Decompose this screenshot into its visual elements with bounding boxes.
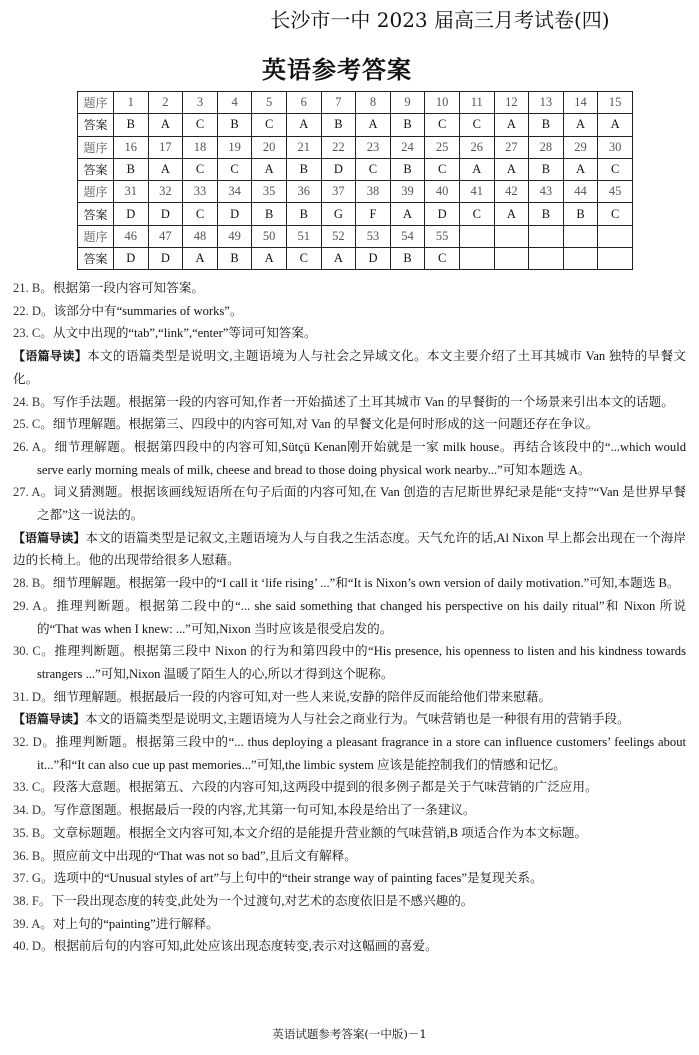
answer-cell: A bbox=[183, 248, 218, 270]
question-cell: 32 bbox=[148, 181, 183, 203]
answer-cell: B bbox=[286, 203, 321, 225]
question-cell: 51 bbox=[286, 225, 321, 247]
question-cell: 53 bbox=[356, 225, 391, 247]
answer-cell: B bbox=[321, 114, 356, 136]
answer-label: 35. B。 bbox=[13, 825, 53, 840]
answer-cell: B bbox=[390, 114, 425, 136]
explanation-text: 细节理解题。根据第四段中的内容可知,Sütçü Kenan刚开始就是一家 milk house。再结合该段中的“...which would serve early morning meals of milk, cheese and bread to those doing physical work nearby...”可知本题选 A。 bbox=[37, 439, 686, 477]
answer-cell: D bbox=[114, 248, 149, 270]
answer-explanation bbox=[13, 845, 686, 868]
answer-cell: A bbox=[148, 158, 183, 180]
question-cell: 16 bbox=[114, 136, 149, 158]
answer-label: 34. D。 bbox=[13, 803, 54, 818]
question-cell: 22 bbox=[321, 136, 356, 158]
question-cell bbox=[598, 225, 633, 247]
answer-label: 32. D。 bbox=[13, 735, 56, 750]
question-cell: 8 bbox=[356, 92, 391, 114]
explanation-text: 段落大意题。根据第五、六段的内容可知,这两段中提到的很多例子都是关于气味营销的广泛应用。 bbox=[52, 780, 598, 795]
question-cell: 49 bbox=[217, 225, 252, 247]
answer-label: 23. C。 bbox=[13, 326, 53, 341]
explanation-text: 本文的语篇类型是说明文,主题语境为人与社会之异域文化。本文主要介绍了土耳其城市 Van 独特的早餐文化。 bbox=[13, 349, 686, 386]
explanation-text: 写作意图题。根据最后一段的内容,尤其第一句可知,本段是给出了一条建议。 bbox=[53, 803, 476, 818]
question-cell: 21 bbox=[286, 136, 321, 158]
question-cell: 23 bbox=[356, 136, 391, 158]
explanation-text: 文章标题题。根据全文内容可知,本文介绍的是能提升营业额的气味营销,B 项适合作为本文标题。 bbox=[52, 825, 588, 840]
answer-cell: C bbox=[183, 158, 218, 180]
answer-cell: A bbox=[356, 114, 391, 136]
answer-cell: A bbox=[494, 158, 529, 180]
answer-cell: B bbox=[114, 114, 149, 136]
answer-row-label: 答案 bbox=[78, 114, 114, 136]
answer-explanation bbox=[13, 413, 686, 436]
answer-cell: B bbox=[114, 158, 149, 180]
question-row bbox=[78, 181, 633, 203]
question-cell: 39 bbox=[390, 181, 425, 203]
question-cell: 12 bbox=[494, 92, 529, 114]
question-cell: 17 bbox=[148, 136, 183, 158]
question-cell: 7 bbox=[321, 92, 356, 114]
answer-explanation bbox=[13, 481, 686, 526]
question-cell: 42 bbox=[494, 181, 529, 203]
answer-cell: C bbox=[598, 158, 633, 180]
question-cell: 40 bbox=[425, 181, 460, 203]
answer-cell bbox=[494, 248, 529, 270]
question-cell: 1 bbox=[114, 92, 149, 114]
answer-cell: C bbox=[356, 158, 391, 180]
answer-explanation bbox=[13, 731, 686, 776]
answer-cell: C bbox=[217, 158, 252, 180]
question-cell bbox=[563, 225, 598, 247]
question-cell: 18 bbox=[183, 136, 218, 158]
explanation-text: 根据前后句的内容可知,此处应该出现态度转变,表示对这幅画的喜爱。 bbox=[53, 939, 438, 954]
answer-explanation bbox=[13, 391, 686, 414]
question-cell: 54 bbox=[390, 225, 425, 247]
answer-label: 22. D。 bbox=[13, 303, 54, 318]
question-cell: 35 bbox=[252, 181, 287, 203]
answer-cell: C bbox=[459, 114, 494, 136]
passage-guide bbox=[13, 527, 686, 572]
answer-cell: G bbox=[321, 203, 356, 225]
answer-cell: C bbox=[459, 203, 494, 225]
answer-label: 40. D。 bbox=[13, 939, 54, 954]
explanation-text: 推理判断题。根据第二段中的“... she said something that changed his perspective on his daily ritual”和 Nixon 所说的“That was when I knew: ...”可知,Nixon 当时应该是很受启发的。 bbox=[37, 598, 687, 636]
explanation-text: 对上句的“painting”进行解释。 bbox=[52, 916, 219, 931]
answer-label: 38. F。 bbox=[13, 893, 52, 908]
answer-cell: D bbox=[321, 158, 356, 180]
explanation-text: 从文中出现的“tab”,“link”,“enter”等词可知答案。 bbox=[52, 326, 317, 341]
question-cell: 37 bbox=[321, 181, 356, 203]
answer-cell: B bbox=[563, 203, 598, 225]
explanations-list bbox=[13, 277, 686, 958]
answer-explanation bbox=[13, 640, 686, 685]
answer-row bbox=[78, 248, 633, 270]
answer-cell: B bbox=[217, 248, 252, 270]
answer-explanation bbox=[13, 913, 686, 936]
answer-cell: C bbox=[425, 248, 460, 270]
explanation-text: 下一段出现态度的转变,此处为一个过渡句,对艺术的态度依旧是不感兴趣的。 bbox=[51, 893, 474, 908]
question-cell: 2 bbox=[148, 92, 183, 114]
question-row bbox=[78, 92, 633, 114]
question-cell: 15 bbox=[598, 92, 633, 114]
explanation-text: 选项中的“Unusual styles of art”与上句中的“their strange way of painting faces”是复现关系。 bbox=[53, 871, 543, 886]
explanation-text: 推理判断题。根据第三段中 Nixon 的行为和第四段中的“His presence, his openness to listen and his kindness towards strangers ...”可知,Nixon 温暖了陌生人的心,所以才得到这个昵称。 bbox=[37, 644, 686, 681]
question-cell: 52 bbox=[321, 225, 356, 247]
answer-label: 21. B。 bbox=[13, 281, 53, 295]
answer-explanation bbox=[13, 686, 686, 709]
answer-cell: A bbox=[321, 248, 356, 270]
question-cell: 55 bbox=[425, 225, 460, 247]
answer-explanation bbox=[13, 277, 686, 300]
question-cell: 44 bbox=[563, 181, 598, 203]
answer-label: 29. A。 bbox=[13, 598, 57, 613]
explanation-text: 细节理解题。根据最后一段的内容可知,对一些人来说,安静的陪伴反而能给他们带来慰藉。 bbox=[53, 689, 552, 704]
question-cell: 34 bbox=[217, 181, 252, 203]
answer-cell: B bbox=[529, 114, 564, 136]
answer-cell: B bbox=[529, 158, 564, 180]
explanation-text: 细节理解题。根据第三、四段中的内容可知,对 Van 的早餐文化是何时形成的这一问题还存在争议。 bbox=[52, 417, 599, 432]
answer-cell: D bbox=[356, 248, 391, 270]
answer-cell: B bbox=[217, 114, 252, 136]
question-cell: 46 bbox=[114, 225, 149, 247]
answer-row-label: 答案 bbox=[78, 158, 114, 180]
answer-label: 26. A。 bbox=[13, 439, 55, 454]
answer-cell: A bbox=[148, 114, 183, 136]
question-cell: 38 bbox=[356, 181, 391, 203]
answer-explanation bbox=[13, 935, 686, 958]
question-cell: 27 bbox=[494, 136, 529, 158]
answer-cell: A bbox=[252, 158, 287, 180]
explanation-text: 根据第一段内容可知答案。 bbox=[52, 281, 205, 295]
question-cell: 33 bbox=[183, 181, 218, 203]
question-cell: 19 bbox=[217, 136, 252, 158]
explanation-text: 推理判断题。根据第三段中的“... thus deploying a pleasant fragrance in a store can influence customers’ feelings about it...”和“It can also cue up past memories...”可知,the limbic system 应该是能控制我们的情感和记忆。 bbox=[37, 735, 686, 772]
answer-explanation bbox=[13, 595, 686, 640]
question-cell: 43 bbox=[529, 181, 564, 203]
question-cell: 3 bbox=[183, 92, 218, 114]
answer-cell bbox=[598, 248, 633, 270]
question-cell: 47 bbox=[148, 225, 183, 247]
question-cell: 41 bbox=[459, 181, 494, 203]
explanation-text: 该部分中有“summaries of works”。 bbox=[53, 303, 243, 318]
question-row bbox=[78, 225, 633, 247]
answer-explanation bbox=[13, 799, 686, 822]
page-title: 英语参考答案 bbox=[262, 56, 412, 84]
answer-cell: A bbox=[459, 158, 494, 180]
answer-cell: F bbox=[356, 203, 391, 225]
answer-cell: D bbox=[425, 203, 460, 225]
question-cell: 14 bbox=[563, 92, 598, 114]
answer-cell: D bbox=[114, 203, 149, 225]
question-cell: 4 bbox=[217, 92, 252, 114]
answer-cell: D bbox=[148, 203, 183, 225]
answer-label: 31. D。 bbox=[13, 689, 54, 704]
question-cell: 36 bbox=[286, 181, 321, 203]
answer-cell: A bbox=[494, 203, 529, 225]
question-cell: 30 bbox=[598, 136, 633, 158]
answer-explanation bbox=[13, 776, 686, 799]
answer-label: 37. G。 bbox=[13, 871, 54, 886]
answer-cell: C bbox=[425, 114, 460, 136]
answer-cell: B bbox=[286, 158, 321, 180]
answer-cell: C bbox=[252, 114, 287, 136]
answer-label: 30. C。 bbox=[13, 644, 55, 659]
question-cell: 11 bbox=[459, 92, 494, 114]
answer-label: 36. B。 bbox=[13, 848, 53, 863]
guide-tag: 【语篇导读】 bbox=[13, 530, 86, 545]
answer-cell: D bbox=[217, 203, 252, 225]
question-row-label: 题序 bbox=[78, 92, 114, 114]
question-cell: 9 bbox=[390, 92, 425, 114]
answer-label: 24. B。 bbox=[13, 394, 53, 409]
answer-label: 33. C。 bbox=[13, 780, 53, 795]
answer-cell: C bbox=[598, 203, 633, 225]
answer-cell: B bbox=[390, 158, 425, 180]
answer-cell: A bbox=[494, 114, 529, 136]
answer-row bbox=[78, 114, 633, 136]
question-row bbox=[78, 136, 633, 158]
answer-cell: A bbox=[598, 114, 633, 136]
question-cell bbox=[529, 225, 564, 247]
answer-cell: B bbox=[390, 248, 425, 270]
answer-label: 25. C。 bbox=[13, 417, 53, 432]
question-cell bbox=[494, 225, 529, 247]
question-cell: 10 bbox=[425, 92, 460, 114]
question-cell: 6 bbox=[286, 92, 321, 114]
answer-explanation bbox=[13, 322, 686, 345]
question-row-label: 题序 bbox=[78, 136, 114, 158]
answer-cell bbox=[529, 248, 564, 270]
question-cell: 48 bbox=[183, 225, 218, 247]
question-cell: 45 bbox=[598, 181, 633, 203]
answer-label: 28. B。 bbox=[13, 576, 53, 591]
explanation-text: 照应前文中出现的“That was not so bad”,且后文有解释。 bbox=[52, 848, 357, 863]
answer-explanation bbox=[13, 867, 686, 890]
question-cell: 25 bbox=[425, 136, 460, 158]
answer-cell: A bbox=[563, 114, 598, 136]
passage-guide bbox=[13, 708, 686, 731]
question-cell: 13 bbox=[529, 92, 564, 114]
answer-row-label: 答案 bbox=[78, 203, 114, 225]
explanation-text: 本文的语篇类型是记叙文,主题语境为人与自我之生活态度。天气允许的话,Al Nixon 早上都会出现在一个海岸边的长椅上。他的出现带给很多人慰藉。 bbox=[13, 530, 686, 568]
passage-guide bbox=[13, 345, 686, 390]
answer-row-label: 答案 bbox=[78, 248, 114, 270]
answer-row bbox=[78, 158, 633, 180]
answer-cell bbox=[459, 248, 494, 270]
question-cell: 5 bbox=[252, 92, 287, 114]
answer-label: 39. A。 bbox=[13, 916, 53, 931]
answer-explanation bbox=[13, 300, 686, 323]
explanation-text: 词义猜测题。根据该画线短语所在句子后面的内容可知,在 Van 创造的吉尼斯世界纪录是能“支持”“Van 是世界早餐之都”这一说法的。 bbox=[37, 485, 686, 523]
exam-title: 长沙市一中 2023 届高三月考试卷(四) bbox=[270, 8, 610, 32]
explanation-text: 本文的语篇类型是说明文,主题语境为人与社会之商业行为。气味营销也是一种很有用的营销手段。 bbox=[85, 712, 630, 727]
answer-cell: C bbox=[183, 114, 218, 136]
guide-tag: 【语篇导读】 bbox=[13, 349, 88, 364]
answer-cell: C bbox=[286, 248, 321, 270]
answer-explanation bbox=[13, 890, 686, 913]
answer-label: 27. A。 bbox=[13, 485, 54, 500]
answer-cell: C bbox=[425, 158, 460, 180]
question-cell: 20 bbox=[252, 136, 287, 158]
explanation-text: 细节理解题。根据第一段中的“I call it ‘life rising’ ...”和“It is Nixon’s own version of daily motivation.”可知,本题选 B。 bbox=[52, 576, 680, 591]
question-cell: 31 bbox=[114, 181, 149, 203]
answer-cell bbox=[563, 248, 598, 270]
answer-explanation bbox=[13, 436, 686, 481]
answer-cell: A bbox=[563, 158, 598, 180]
question-cell: 28 bbox=[529, 136, 564, 158]
question-cell: 50 bbox=[252, 225, 287, 247]
answer-row bbox=[78, 203, 633, 225]
answer-explanation bbox=[13, 572, 686, 595]
page-footer: 英语试题参考答案(一中版)－1 bbox=[272, 1027, 427, 1041]
answer-cell: B bbox=[252, 203, 287, 225]
answer-cell: B bbox=[529, 203, 564, 225]
answer-cell: C bbox=[183, 203, 218, 225]
answer-cell: A bbox=[252, 248, 287, 270]
question-row-label: 题序 bbox=[78, 225, 114, 247]
answer-cell: D bbox=[148, 248, 183, 270]
answer-table bbox=[77, 91, 633, 270]
explanation-text: 写作手法题。根据第一段的内容可知,作者一开始描述了土耳其城市 Van 的早餐街的一个场景来引出本文的话题。 bbox=[52, 394, 674, 409]
answer-cell: A bbox=[286, 114, 321, 136]
question-cell: 29 bbox=[563, 136, 598, 158]
answer-cell: A bbox=[390, 203, 425, 225]
question-cell: 24 bbox=[390, 136, 425, 158]
guide-tag: 【语篇导读】 bbox=[13, 712, 86, 727]
answer-explanation bbox=[13, 822, 686, 845]
question-cell: 26 bbox=[459, 136, 494, 158]
question-row-label: 题序 bbox=[78, 181, 114, 203]
question-cell bbox=[459, 225, 494, 247]
